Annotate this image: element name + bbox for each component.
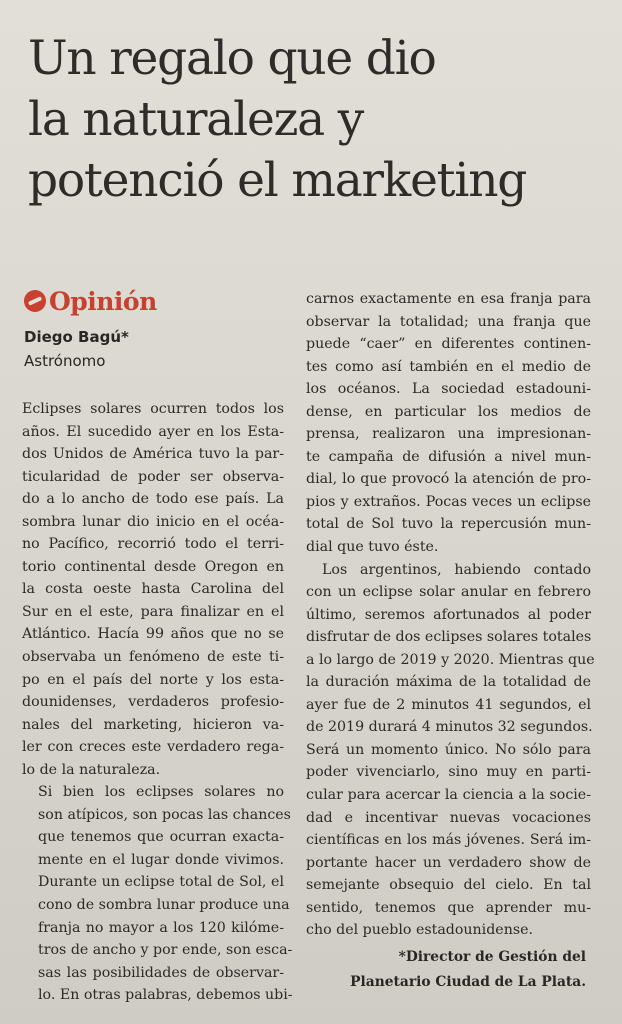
text-line: mente en el lugar donde vivimos. xyxy=(38,851,284,868)
paragraph-2 xyxy=(22,781,293,1006)
text-line: que tenemos que ocurran exacta- xyxy=(38,829,284,846)
article-column-right xyxy=(306,288,595,942)
text-line: Los argentinos, habiendo contado xyxy=(322,561,591,578)
text-line: nales del marketing, hicieron va- xyxy=(22,716,284,733)
text-line: sas las posibilidades de observar- xyxy=(38,964,284,981)
headline-line-2: la naturaleza y xyxy=(28,92,364,147)
paragraph-4 xyxy=(306,559,595,942)
text-line: dial, lo que provocó la atención de pro- xyxy=(306,471,591,488)
opinion-icon xyxy=(24,290,46,312)
text-line: a lo largo de 2019 y 2020. Mientras que xyxy=(306,651,595,668)
text-line: te campaña de difusión a nivel mun- xyxy=(306,448,591,465)
text-line: la costa oeste hasta Carolina del xyxy=(22,581,284,598)
paragraph-1 xyxy=(22,398,284,781)
text-line: Si bien los eclipses solares no xyxy=(38,784,284,801)
text-line: puede “caer” en diferentes continen- xyxy=(306,336,591,353)
text-line: torio continental desde Oregon en xyxy=(22,558,284,575)
text-line: Durante un eclipse total de Sol, el xyxy=(38,874,284,891)
footnote-line-2: Planetario Ciudad de La Plata. xyxy=(350,974,586,990)
text-line: años. El sucedido ayer en los Esta- xyxy=(22,423,284,440)
article-column-left xyxy=(22,398,293,1007)
author-name: Diego Bagú* xyxy=(24,328,129,346)
text-line: científicas en los más jóvenes. Será im- xyxy=(306,832,591,849)
section-label-text: Opinión xyxy=(49,286,157,316)
text-line: sombra lunar dio inicio en el océa- xyxy=(22,513,284,530)
text-line: Sur en el este, para finalizar en el xyxy=(22,603,284,620)
text-line: la duración máxima de la totalidad de xyxy=(306,674,591,691)
text-line: carnos exactamente en esa franja para xyxy=(306,291,591,307)
text-line: no Pacífico, recorrió todo el terri- xyxy=(22,536,284,553)
text-line: lo de la naturaleza. xyxy=(22,761,161,778)
text-line: observar la totalidad; una franja que xyxy=(306,313,591,330)
text-line: semejante obsequio del cielo. En tal xyxy=(306,877,591,894)
text-line: disfrutar de dos eclipses solares totales xyxy=(306,629,592,646)
text-line: cho del pueblo estadounidense. xyxy=(306,922,534,939)
text-line: tes como así también en el medio de xyxy=(306,358,591,375)
text-line: son atípicos, son pocas las chances xyxy=(38,806,291,823)
text-line: total de Sol tuvo la repercusión mun- xyxy=(306,516,591,533)
text-line: Será un momento único. No sólo para xyxy=(306,741,591,758)
text-line: ticularidad de poder ser observa- xyxy=(22,468,284,485)
footnote-line-1: *Director de Gestión del xyxy=(398,949,586,965)
text-line: po en el país del norte y los esta- xyxy=(22,671,284,688)
text-line: los océanos. La sociedad estadouni- xyxy=(306,381,591,398)
text-line: poder vivenciarlo, sino muy en parti- xyxy=(306,764,591,781)
text-line: observaba un fenómeno de este ti- xyxy=(22,649,284,666)
headline xyxy=(28,28,608,211)
text-line: lo. En otras palabras, debemos ubi- xyxy=(38,987,293,1004)
text-line: con un eclipse solar anular en febrero xyxy=(306,584,591,601)
text-line: sentido, tenemos que aprender mu- xyxy=(306,899,591,916)
author-footnote xyxy=(300,945,586,995)
author-role: Astrónomo xyxy=(24,352,106,370)
text-line: portante hacer un verdadero show de xyxy=(306,854,591,871)
text-line: do a lo ancho de todo ese país. La xyxy=(22,491,284,508)
text-line: dounidenses, verdaderos profesio- xyxy=(22,694,284,711)
section-label xyxy=(24,284,157,318)
text-line: ler con creces este verdadero rega- xyxy=(22,739,284,756)
text-line: cular para acercar la ciencia a la socie- xyxy=(306,787,591,804)
text-line: Atlántico. Hacía 99 años que no se xyxy=(22,626,284,643)
text-line: de 2019 durará 4 minutos 32 segundos. xyxy=(306,719,593,736)
text-line: Eclipses solares ocurren todos los xyxy=(22,401,284,417)
text-line: cono de sombra lunar produce una xyxy=(38,897,290,914)
text-line: dad e incentivar nuevas vocaciones xyxy=(306,809,591,826)
headline-line-1: Un regalo que dio xyxy=(28,31,436,86)
text-line: último, seremos afortunados al poder xyxy=(306,606,591,623)
text-line: pios y extraños. Pocas veces un eclipse xyxy=(306,493,591,510)
text-line: prensa, realizaron una impresionan- xyxy=(306,426,591,443)
text-line: franja no mayor a los 120 kilóme- xyxy=(38,919,284,936)
headline-line-3: potenció el marketing xyxy=(28,153,527,208)
text-line: dos Unidos de América tuvo la par- xyxy=(22,446,284,463)
text-line: ayer fue de 2 minutos 41 segundos, el xyxy=(306,696,591,713)
paragraph-3 xyxy=(306,288,591,559)
text-line: dial que tuvo éste. xyxy=(306,539,439,556)
text-line: dense, en particular los medios de xyxy=(306,403,591,420)
text-line: tros de ancho y por ende, son esca- xyxy=(38,942,293,959)
